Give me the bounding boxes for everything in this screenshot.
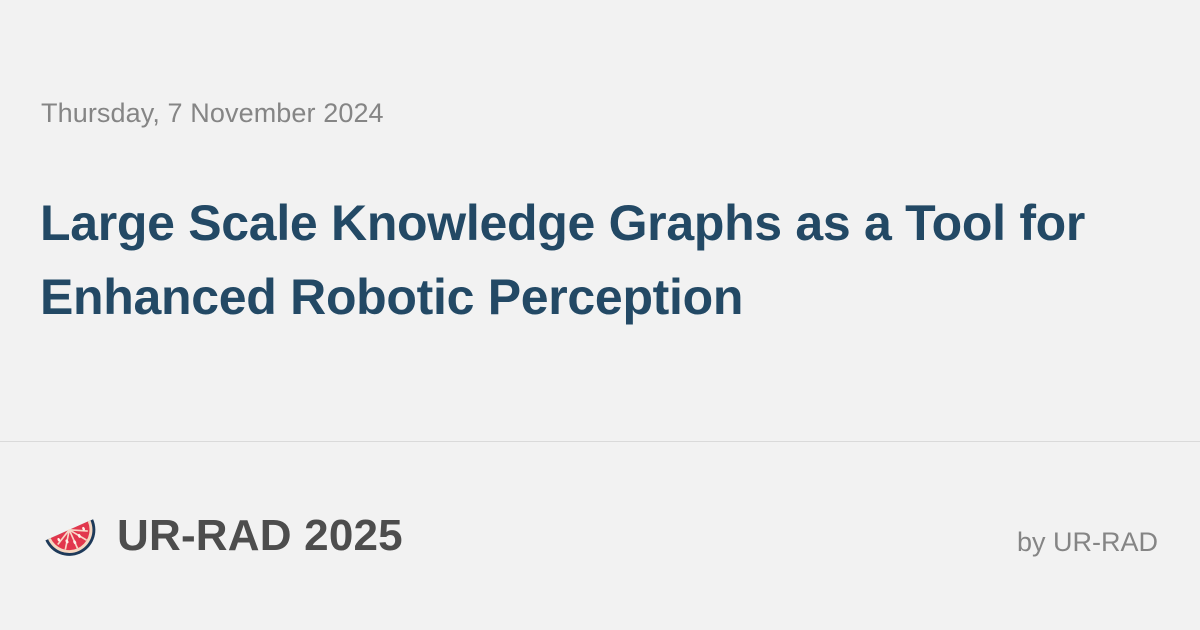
event-date: Thursday, 7 November 2024: [41, 98, 384, 128]
brand: [41, 506, 403, 566]
byline: by UR-RAD: [1016, 527, 1158, 557]
watermelon-slice-logo-icon: [41, 507, 103, 565]
brand-name: UR-RAD 2025: [117, 511, 403, 560]
divider: [0, 441, 1200, 442]
page-title: Large Scale Knowledge Graphs as a Tool for Enhanced Robotic Perception: [40, 195, 1086, 325]
